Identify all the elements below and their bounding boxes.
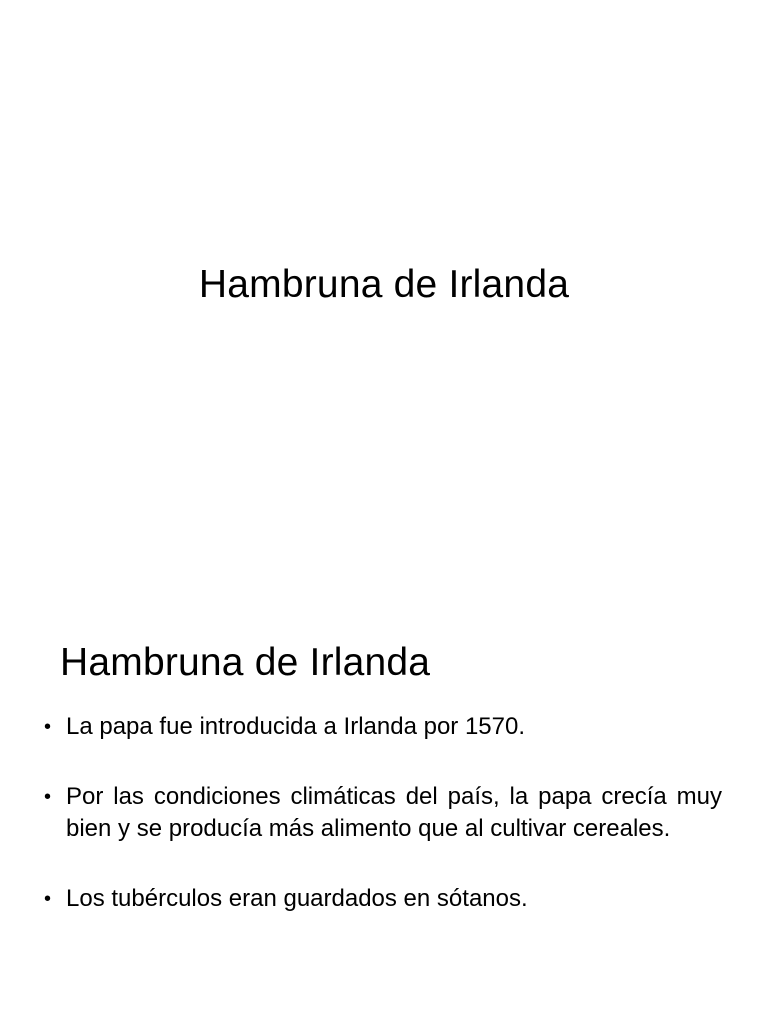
content-slide <box>0 576 768 1024</box>
bullet-text: Por las condiciones climáticas del país, la papa crecía muy bien y se producía más alimento que al cultivar cereales. <box>66 783 722 842</box>
slide-heading: Hambruna de Irlanda <box>60 641 431 684</box>
bullet-text: Los tubérculos eran guardados en sótanos. <box>66 885 528 912</box>
bullet-dot-icon: • <box>44 716 52 738</box>
slide-title: Hambruna de Irlanda <box>198 263 570 306</box>
bullet-dot-icon: • <box>44 786 52 808</box>
bullet-list <box>44 711 722 915</box>
bullet-item <box>44 711 722 743</box>
bullet-text: La papa fue introducida a Irlanda por 1570. <box>66 713 526 740</box>
bullet-dot-icon: • <box>44 888 52 910</box>
bullet-item <box>44 883 722 915</box>
bullet-item <box>44 781 722 845</box>
